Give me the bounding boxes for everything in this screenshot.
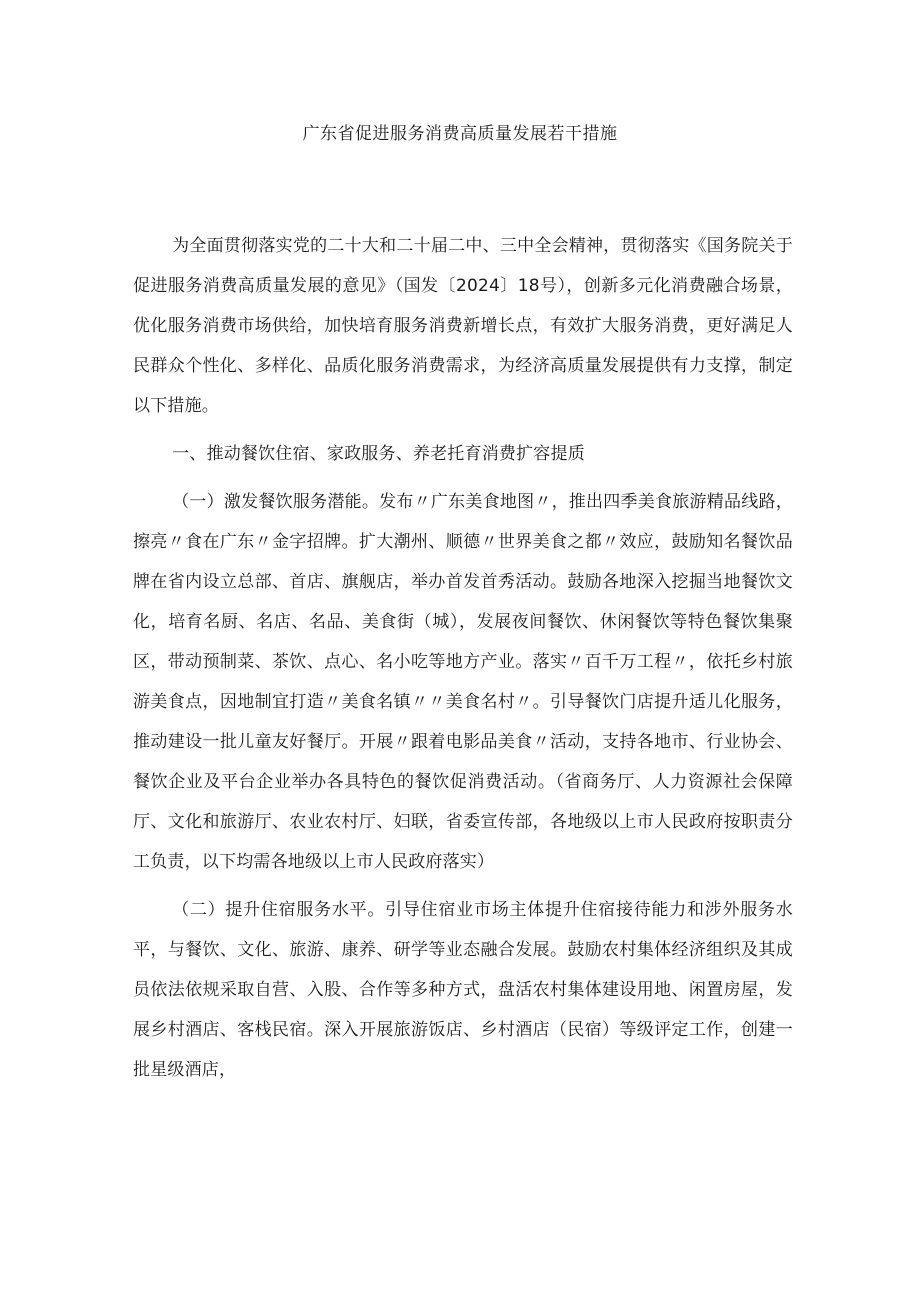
intro-paragraph: 为全面贯彻落实党的二十大和二十届二中、三中全会精神，贯彻落实《国务院关于促进服务消费高质量发展的意见》（国发〔2024〕18号），创新多元化消费融合场景，优化服务消费市场供给，加快培育服务消费新增长点，有效扩大服务消费，更好满足人民群众个性化、多样化、品质化服务消费需求，为经济高质量发展提供有力支撑，制定以下措施。 (133, 236, 794, 416)
section-heading: 一、推动餐饮住宿、家政服务、养老托育消费扩容提质 (172, 444, 585, 464)
item-paragraph-1: （一）激发餐饮服务潜能。发布〃广东美食地图〃，推出四季美食旅游精品线路，擦亮〃食在广东〃金字招牌。扩大潮州、顺德〃世界美食之都〃效应，鼓励知名餐饮品牌在省内设立总部、首店、旗舰店，举办首发首秀活动。鼓励各地深入挖掘当地餐饮文化，培育名厨、名店、名品、美食街（城），发展夜间餐饮、休闲餐饮等特色餐饮集聚区，带动预制菜、茶饮、点心、名小吃等地方产业。落实〃百千万工程〃，依托乡村旅游美食点，因地制宜打造〃美食名镇〃〃美食名村〃。引导餐饮门店提升适儿化服务，推动建设一批儿童友好餐厅。开展〃跟着电影品美食〃活动，支持各地市、行业协会、餐饮企业及平台企业举办各具特色的餐饮促消费活动。（省商务厅、人力资源社会保障厅、文化和旅游厅、农业农村厅、妇联，省委宣传部，各地级以上市人民政府按职责分工负责，以下均需各地级以上市人民政府落实） (133, 492, 793, 872)
document-body (133, 226, 793, 1098)
item-paragraph-2: （二）提升住宿服务水平。引导住宿业市场主体提升住宿接待能力和涉外服务水平，与餐饮、文化、旅游、康养、研学等业态融合发展。鼓励农村集体经济组织及其成员依法依规采取自营、入股、合作等多种方式，盘活农村集体建设用地、闲置房屋，发展乡村酒店、客栈民宿。深入开展旅游饭店、乡村酒店（民宿）等级评定工作，创建一批星级酒店， (133, 900, 793, 1080)
document-title: 广东省促进服务消费高质量发展若干措施 (302, 124, 618, 144)
